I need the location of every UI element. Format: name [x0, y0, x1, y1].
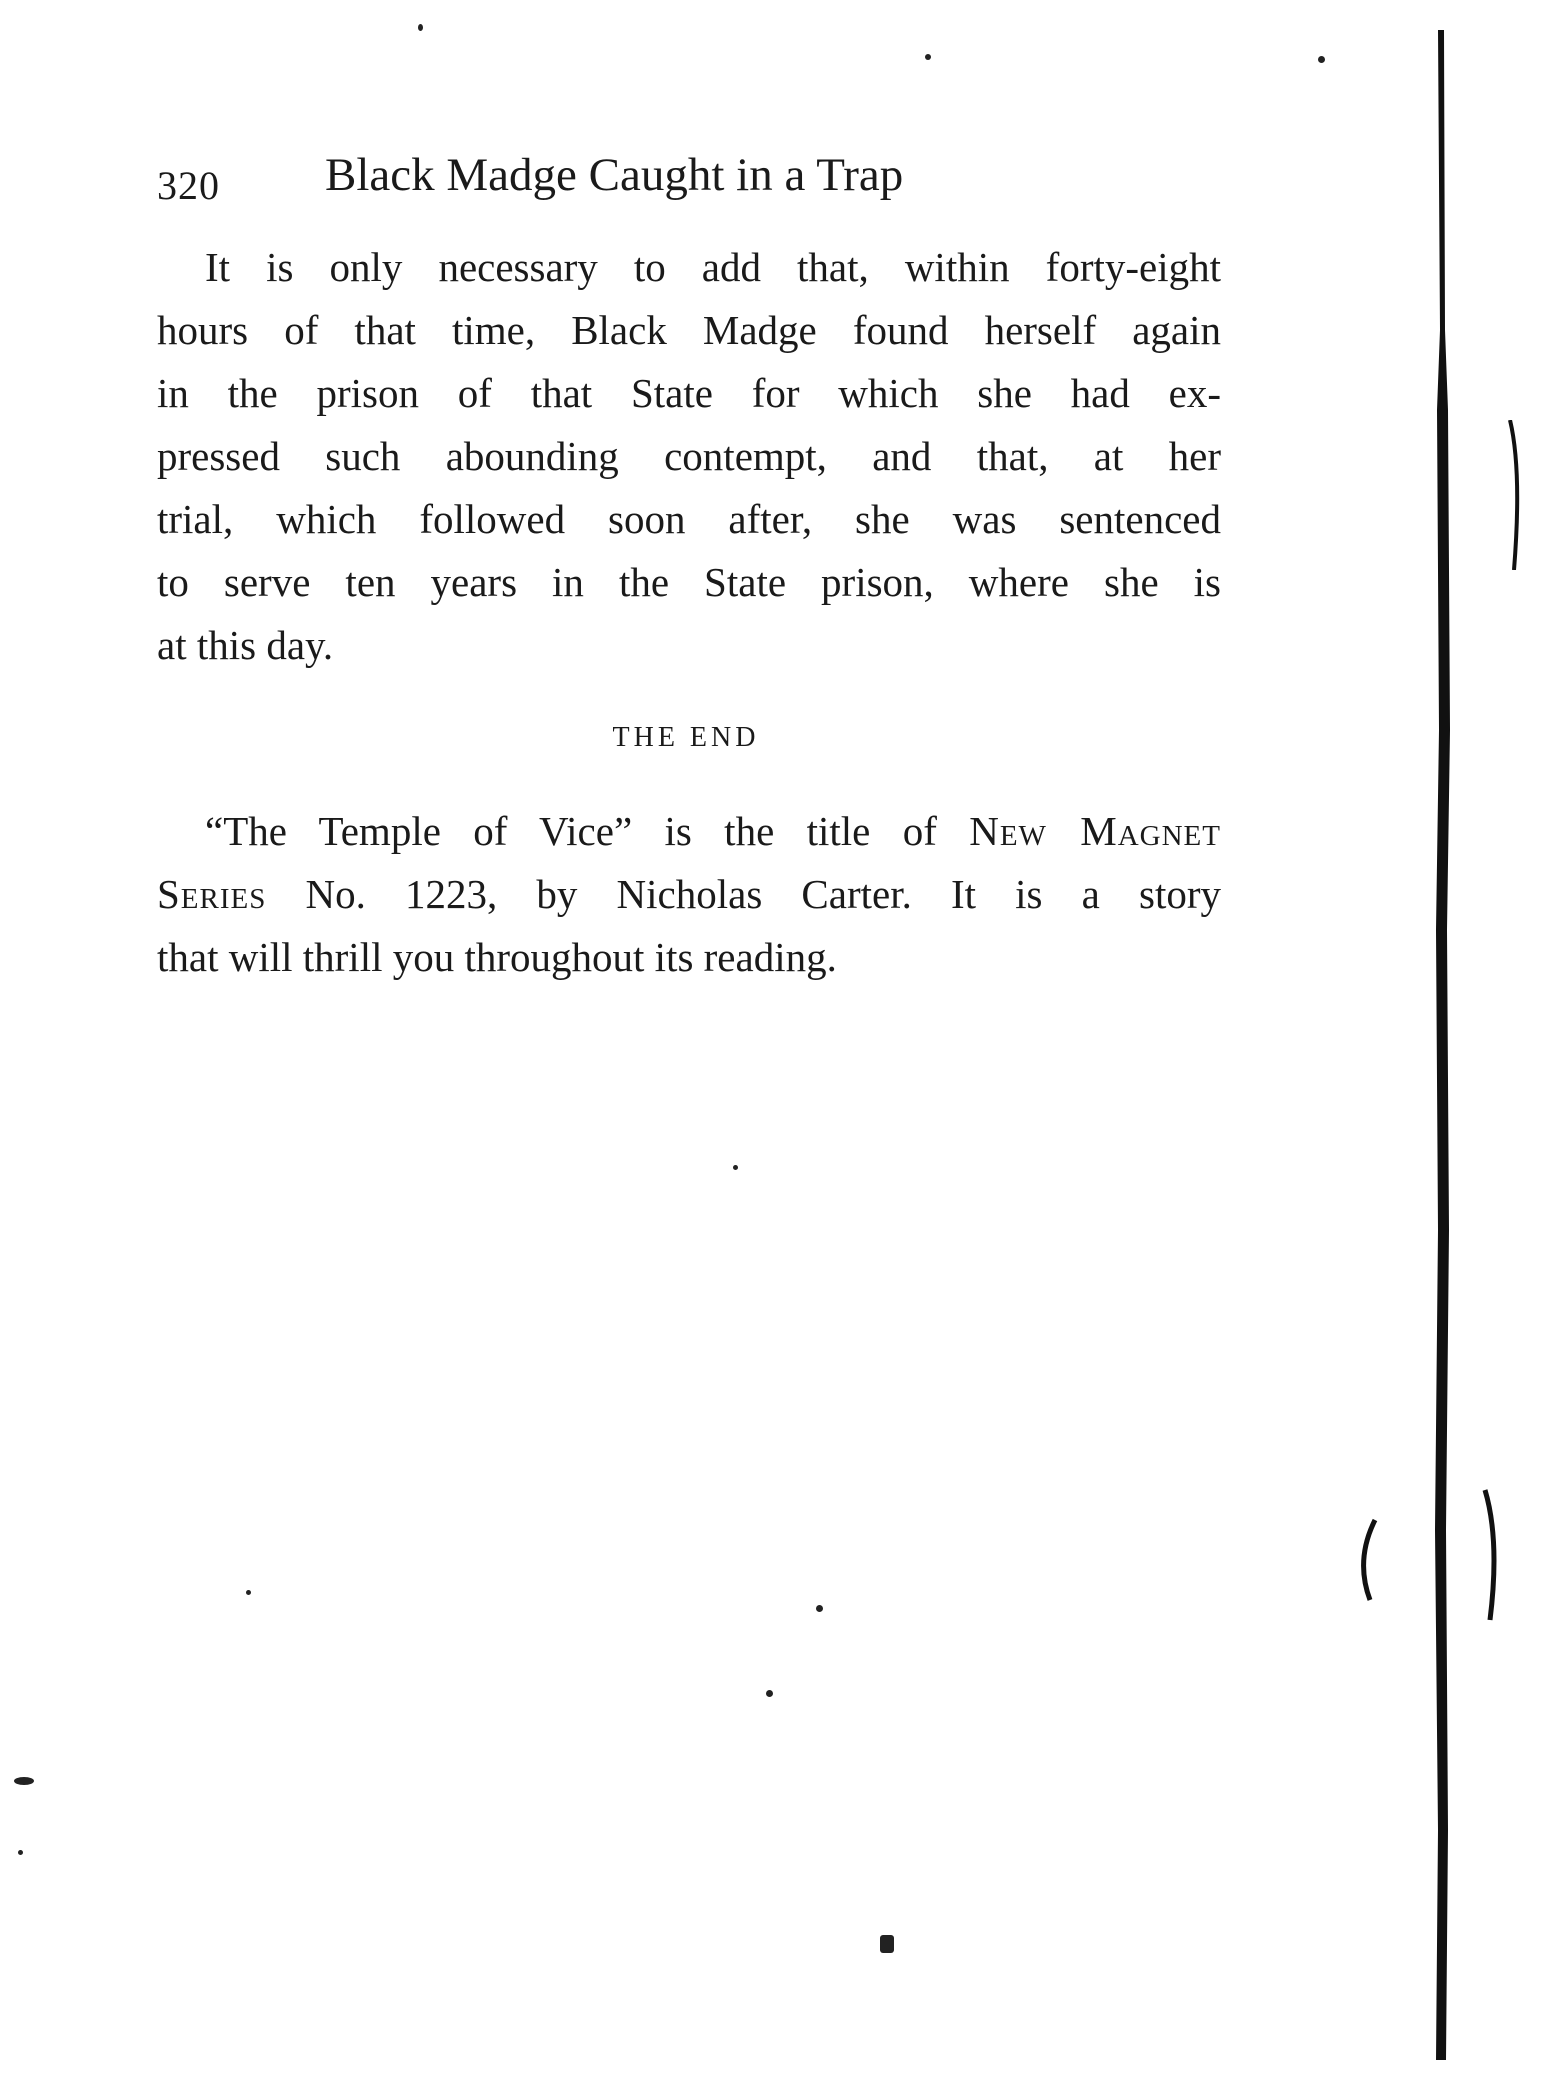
paragraph-advertisement — [157, 800, 1221, 989]
scan-speck — [925, 54, 931, 60]
next-title: “The Temple of Vice” — [205, 808, 633, 854]
scan-speck — [418, 24, 423, 31]
scan-speck — [880, 1935, 894, 1953]
ad-line-1 — [157, 800, 1221, 863]
paragraph-line: in the prison of that State for which she had ex- — [157, 370, 1221, 416]
scan-speck — [246, 1590, 251, 1595]
binding-marks — [1350, 1480, 1510, 1640]
ad-line-3: that will thrill you throughout its reading. — [157, 934, 837, 980]
series-word: Series — [157, 871, 267, 917]
paragraph-line: It is only necessary to add that, within forty-eight — [205, 244, 1221, 290]
scan-speck — [766, 1690, 773, 1697]
running-title: Black Madge Caught in a Trap — [325, 149, 904, 201]
scan-speck — [1318, 56, 1325, 63]
page-header — [157, 148, 1237, 208]
scan-speck — [18, 1850, 23, 1855]
paragraph-line: at this day. — [157, 622, 334, 668]
the-end-heading: THE END — [612, 722, 760, 753]
paragraph-line: to serve ten years in the State prison, where she is — [157, 559, 1221, 605]
series-name: New Magnet — [969, 808, 1221, 854]
page-number: 320 — [157, 163, 220, 208]
ad-line-2 — [157, 863, 1221, 926]
paragraph-line: hours of that time, Black Madge found herself again — [157, 307, 1221, 353]
paragraph-line: pressed such abounding contempt, and that, at her — [157, 433, 1221, 479]
binding-mark-right — [1500, 420, 1530, 570]
binding-edge-shadow — [1432, 30, 1454, 2060]
ad-text-1: is the title of — [632, 808, 970, 854]
ad-text-2: No. 1223, by Nicholas Carter. It is a story — [266, 871, 1221, 917]
scan-speck — [14, 1777, 34, 1785]
paragraph-line: trial, which followed soon after, she was sentenced — [157, 496, 1221, 542]
scan-speck — [733, 1165, 738, 1170]
scan-speck — [816, 1605, 823, 1612]
paragraph-closing — [157, 236, 1221, 677]
